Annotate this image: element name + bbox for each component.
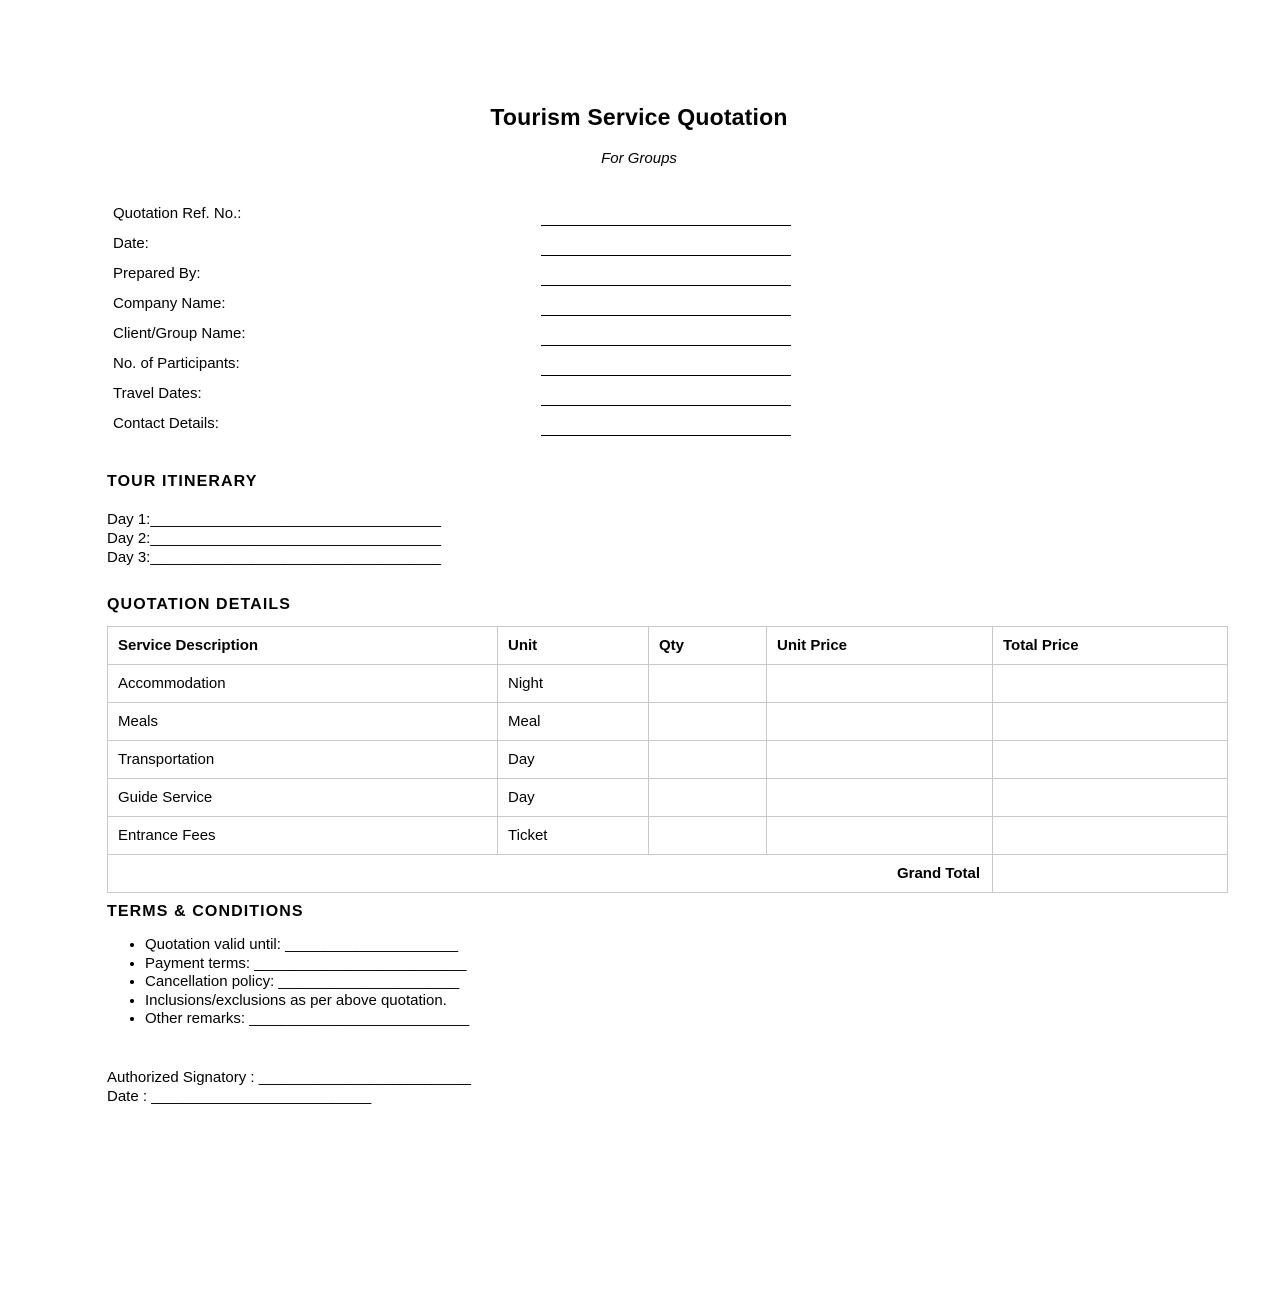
signature-input-date[interactable]: ____________________________ (151, 1088, 371, 1105)
meta-input-date[interactable] (541, 255, 791, 256)
meta-label-client-group-name: Client/Group Name: (113, 325, 246, 342)
cell-unit-price[interactable] (767, 779, 993, 817)
cell-unit: Day (498, 741, 649, 779)
term-input-quotation-valid-until[interactable]: ______________________ (285, 936, 458, 953)
cell-unit-price[interactable] (767, 741, 993, 779)
meta-label-company-name: Company Name: (113, 295, 226, 312)
cell-qty[interactable] (649, 665, 767, 703)
meta-input-quotation-ref-no[interactable] (541, 225, 791, 226)
list-item (145, 955, 469, 974)
cell-service-description: Entrance Fees (108, 817, 498, 855)
meta-input-company-name[interactable] (541, 315, 791, 316)
column-header-service-description: Service Description (108, 627, 498, 665)
list-item (145, 973, 469, 992)
meta-input-client-group-name[interactable] (541, 345, 791, 346)
quotation-details-table (107, 626, 1228, 893)
itinerary-label-day-3: Day 3: (107, 549, 151, 566)
itinerary-row-day-1 (107, 510, 441, 529)
table-row (108, 741, 1228, 779)
page-title: Tourism Service Quotation (490, 104, 788, 130)
meta-row (113, 205, 813, 235)
list-item (145, 1010, 469, 1029)
section-heading-terms-conditions: TERMS & CONDITIONS (107, 903, 304, 920)
meta-row (113, 265, 813, 295)
cell-total-price[interactable] (993, 741, 1228, 779)
term-input-other-remarks[interactable]: ____________________________ (249, 1010, 469, 1027)
term-label-quotation-valid-until: Quotation valid until: (145, 936, 286, 953)
term-label-inclusions-exclusions: Inclusions/exclusions as per above quotation. (145, 991, 447, 1009)
cell-total-price[interactable] (993, 703, 1228, 741)
itinerary-label-day-2: Day 2: (107, 530, 151, 547)
meta-label-travel-dates: Travel Dates: (113, 385, 202, 402)
itinerary-input-day-2[interactable]: _____________________________________ (150, 530, 441, 547)
meta-row (113, 415, 813, 445)
cell-qty[interactable] (649, 779, 767, 817)
cell-unit: Day (498, 779, 649, 817)
cell-unit: Ticket (498, 817, 649, 855)
column-header-unit-price: Unit Price (767, 627, 993, 665)
meta-row (113, 355, 813, 385)
signature-label-date: Date : (107, 1088, 152, 1105)
meta-label-contact-details: Contact Details: (113, 415, 219, 432)
table-body (108, 665, 1228, 893)
meta-row (113, 325, 813, 355)
meta-label-no-of-participants: No. of Participants: (113, 355, 240, 372)
terms-conditions-list (117, 936, 469, 1029)
cell-unit-price[interactable] (767, 665, 993, 703)
column-header-unit: Unit (498, 627, 649, 665)
cell-qty[interactable] (649, 703, 767, 741)
quotation-header-fields (113, 205, 813, 445)
cell-unit: Night (498, 665, 649, 703)
meta-input-contact-details[interactable] (541, 435, 791, 436)
itinerary-row-day-2 (107, 529, 441, 548)
signature-input-authorized-signatory[interactable]: ___________________________ (258, 1069, 471, 1086)
signature-block (107, 1068, 471, 1106)
cell-total-price[interactable] (993, 779, 1228, 817)
table-row-grand-total (108, 855, 1228, 893)
cell-unit-price[interactable] (767, 703, 993, 741)
table-row (108, 703, 1228, 741)
itinerary-label-day-1: Day 1: (107, 511, 151, 528)
itinerary-row-day-3 (107, 548, 441, 567)
table-header (108, 627, 1228, 665)
itinerary-input-day-3[interactable]: _____________________________________ (150, 549, 441, 566)
grand-total-value[interactable] (993, 855, 1228, 893)
table-header-row (108, 627, 1228, 665)
grand-total-label: Grand Total (108, 855, 993, 893)
cell-qty[interactable] (649, 741, 767, 779)
cell-unit: Meal (498, 703, 649, 741)
list-item (145, 936, 469, 955)
cell-unit-price[interactable] (767, 817, 993, 855)
section-heading-quotation-details: QUOTATION DETAILS (107, 596, 292, 613)
cell-service-description: Guide Service (108, 779, 498, 817)
column-header-total-price: Total Price (993, 627, 1228, 665)
meta-label-prepared-by: Prepared By: (113, 265, 201, 282)
meta-row (113, 295, 813, 325)
cell-total-price[interactable] (993, 665, 1228, 703)
term-label-cancellation-policy: Cancellation policy: (145, 973, 279, 990)
table-row (108, 665, 1228, 703)
cell-service-description: Meals (108, 703, 498, 741)
column-header-qty: Qty (649, 627, 767, 665)
signature-row-authorized-signatory (107, 1068, 471, 1087)
section-heading-tour-itinerary: TOUR ITINERARY (107, 473, 258, 490)
term-label-payment-terms: Payment terms: (145, 954, 255, 972)
meta-input-travel-dates[interactable] (541, 405, 791, 406)
page-subtitle: For Groups (601, 150, 677, 167)
list-item (145, 992, 469, 1011)
tour-itinerary-lines (107, 510, 441, 567)
meta-input-no-of-participants[interactable] (541, 375, 791, 376)
cell-total-price[interactable] (993, 817, 1228, 855)
table-row (108, 779, 1228, 817)
meta-label-date: Date: (113, 235, 149, 252)
cell-service-description: Transportation (108, 741, 498, 779)
meta-label-quotation-ref-no: Quotation Ref. No.: (113, 205, 242, 222)
term-label-other-remarks: Other remarks: (145, 1010, 250, 1027)
signature-label-authorized-signatory: Authorized Signatory : (107, 1069, 259, 1086)
term-input-payment-terms[interactable]: ___________________________ (254, 954, 466, 972)
cell-service-description: Accommodation (108, 665, 498, 703)
signature-row-date (107, 1087, 471, 1106)
cell-qty[interactable] (649, 817, 767, 855)
meta-row (113, 385, 813, 415)
itinerary-input-day-1[interactable]: _____________________________________ (150, 511, 441, 528)
meta-row (113, 235, 813, 265)
table-row (108, 817, 1228, 855)
meta-input-prepared-by[interactable] (541, 285, 791, 286)
term-input-cancellation-policy[interactable]: _______________________ (278, 973, 459, 990)
